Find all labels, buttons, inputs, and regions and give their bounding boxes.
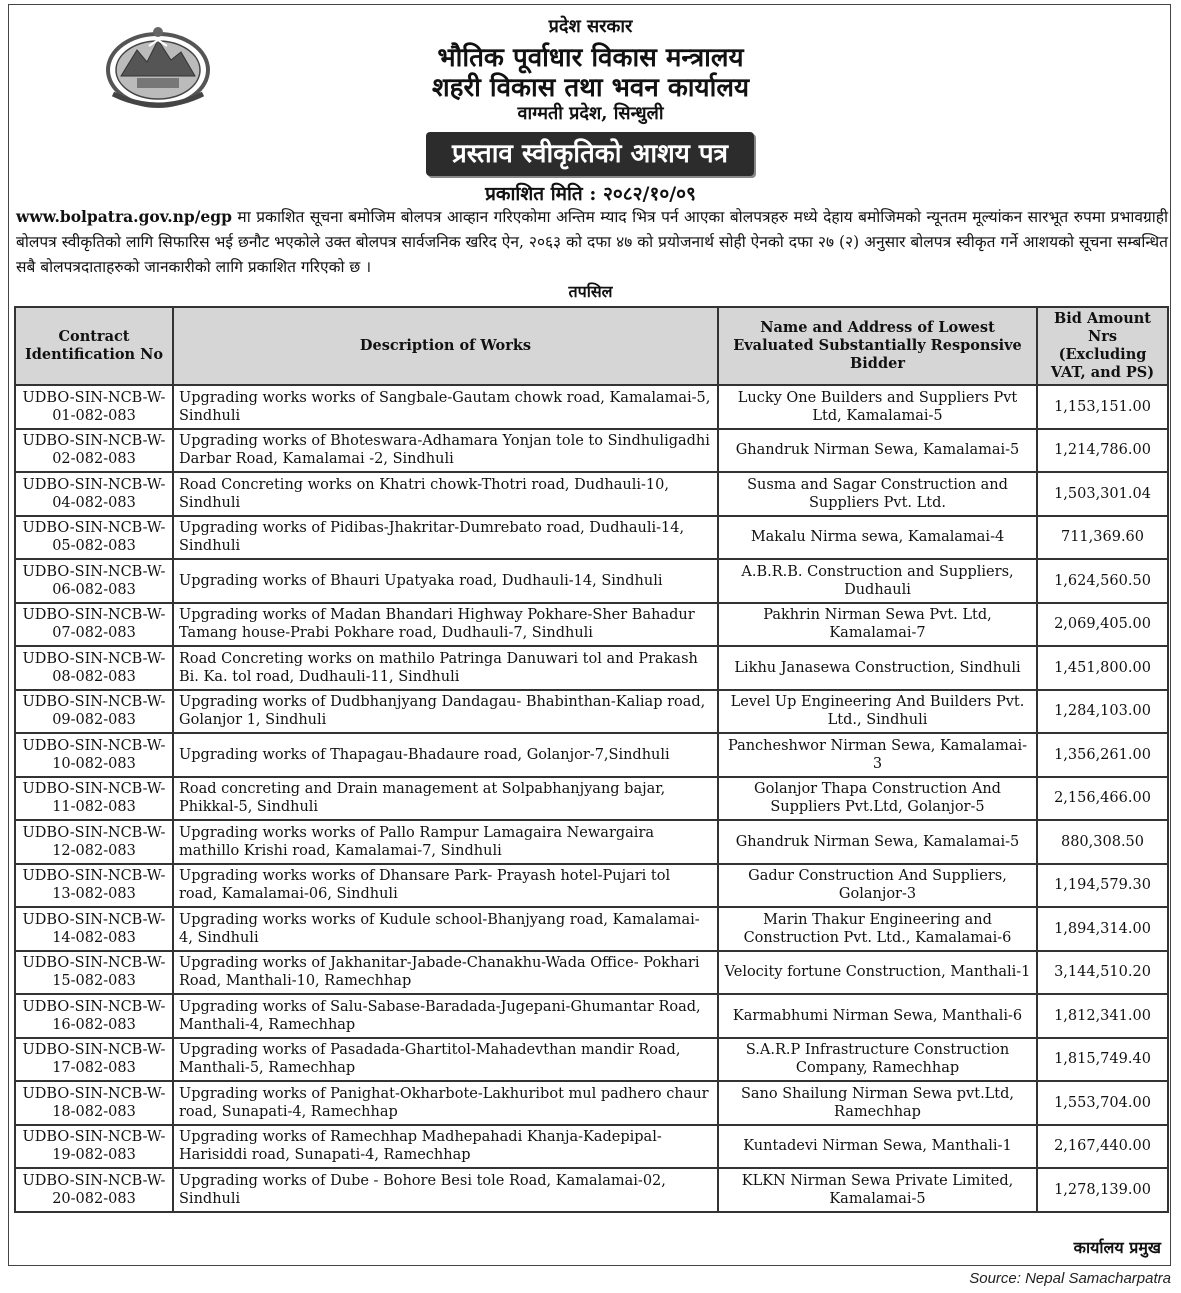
table-row [15,646,1168,690]
work-description: Upgrading works of Panighat-Okharbote-Lakhuribot mul padhero chaur road, Sunapati-4, Ramechhap [173,1081,718,1125]
office-location: वाग्मती प्रदेश, सिन्धुली [517,103,664,124]
bidder-name: Lucky One Builders and Suppliers Pvt Ltd, Kamalamai-5 [718,385,1037,429]
work-description: Upgrading works works of Sangbale-Gautam chowk road, Kamalamai-5, Sindhuli [173,385,718,429]
table-row [15,951,1168,995]
bidder-name: Pancheshwor Nirman Sewa, Kamalamai-3 [718,733,1037,777]
table-row [15,907,1168,951]
contract-id: UDBO-SIN-NCB-W-14-082-083 [15,907,173,951]
contract-id: UDBO-SIN-NCB-W-09-082-083 [15,690,173,734]
work-description: Road concreting and Drain management at Solpabhanjyang bajar, Phikkal-5, Sindhuli [173,777,718,821]
bidder-name: Ghandruk Nirman Sewa, Kamalamai-5 [718,820,1037,864]
table-row [15,864,1168,908]
bid-amount: 2,069,405.00 [1037,603,1168,647]
bid-amount: 2,167,440.00 [1037,1125,1168,1169]
work-description: Upgrading works of Thapagau-Bhadaure road, Golanjor-7,Sindhuli [173,733,718,777]
work-description: Upgrading works of Bhoteswara-Adhamara Yonjan tole to Sindhuligadhi Darbar Road, Kamalamai -2, Sindhuli [173,429,718,473]
work-description: Upgrading works of Pasadada-Ghartitol-Mahadevthan mandir Road, Manthali-5, Ramechhap [173,1038,718,1082]
work-description: Upgrading works of Ramechhap Madhepahadi Khanja-Kadepipal-Harisiddi road, Sunapati-4, Ramechhap [173,1125,718,1169]
contract-table [14,306,1169,1213]
table-row [15,690,1168,734]
contract-id: UDBO-SIN-NCB-W-06-082-083 [15,559,173,603]
work-description: Upgrading works works of Dhansare Park- Prayash hotel-Pujari tol road, Kamalamai-06, Sindhuli [173,864,718,908]
table-row [15,429,1168,473]
bidder-name: Karmabhumi Nirman Sewa, Manthali-6 [718,994,1037,1038]
bid-amount: 1,894,314.00 [1037,907,1168,951]
bid-amount: 1,284,103.00 [1037,690,1168,734]
work-description: Upgrading works of Dube - Bohore Besi tole Road, Kamalamai-02, Sindhuli [173,1168,718,1212]
table-row [15,1125,1168,1169]
table-row [15,516,1168,560]
work-description: Upgrading works of Bhauri Upatyaka road, Dudhauli-14, Sindhuli [173,559,718,603]
contract-id: UDBO-SIN-NCB-W-02-082-083 [15,429,173,473]
contract-id: UDBO-SIN-NCB-W-11-082-083 [15,777,173,821]
bidder-name: Susma and Sagar Construction and Suppliers Pvt. Ltd. [718,472,1037,516]
contract-id: UDBO-SIN-NCB-W-08-082-083 [15,646,173,690]
details-heading: तपसिल [568,282,613,301]
contract-id: UDBO-SIN-NCB-W-13-082-083 [15,864,173,908]
work-description: Road Concreting works on mathilo Patringa Danuwari tol and Prakash Bi. Ka. tol road, Dudhauli-11, Sindhuli [173,646,718,690]
contract-id: UDBO-SIN-NCB-W-05-082-083 [15,516,173,560]
bid-amount: 1,153,151.00 [1037,385,1168,429]
bid-amount: 1,356,261.00 [1037,733,1168,777]
work-description: Upgrading works of Salu-Sabase-Baradada-Jugepani-Ghumantar Road, Manthali-4, Ramechhap [173,994,718,1038]
bid-amount: 2,156,466.00 [1037,777,1168,821]
work-description: Upgrading works of Dudbhanjyang Dandagau- Bhabinthan-Kaliap road, Golanjor 1, Sindhuli [173,690,718,734]
bid-amount: 1,194,579.30 [1037,864,1168,908]
table-row [15,733,1168,777]
header-contract-id: Contract Identification No [15,307,173,385]
bid-amount: 1,553,704.00 [1037,1081,1168,1125]
contract-id: UDBO-SIN-NCB-W-04-082-083 [15,472,173,516]
table-row [15,1081,1168,1125]
bid-amount: 880,308.50 [1037,820,1168,864]
header-description: Description of Works [173,307,718,385]
office-chief-signature: कार्यालय प्रमुख [1073,1238,1161,1257]
government-label: प्रदेश सरकार [548,16,633,37]
work-description: Road Concreting works on Khatri chowk-Thotri road, Dudhauli-10, Sindhuli [173,472,718,516]
bidder-name: A.B.R.B. Construction and Suppliers, Dudhauli [718,559,1037,603]
work-description: Upgrading works of Pidibas-Jhakritar-Dumrebato road, Dudhauli-14, Sindhuli [173,516,718,560]
table-row [15,472,1168,516]
bid-amount: 1,278,139.00 [1037,1168,1168,1212]
table-row [15,994,1168,1038]
bid-amount: 1,503,301.04 [1037,472,1168,516]
work-description: Upgrading works works of Kudule school-Bhanjyang road, Kamalamai-4, Sindhuli [173,907,718,951]
table-header-row [15,307,1168,385]
source-credit: Source: Nepal Samacharpatra [969,1270,1171,1287]
contract-id: UDBO-SIN-NCB-W-01-082-083 [15,385,173,429]
table-row [15,603,1168,647]
notice-title-banner: प्रस्ताव स्वीकृतिको आशय पत्र [426,132,754,176]
table-row [15,1038,1168,1082]
contract-id: UDBO-SIN-NCB-W-17-082-083 [15,1038,173,1082]
bid-amount: 1,815,749.40 [1037,1038,1168,1082]
bid-amount: 1,624,560.50 [1037,559,1168,603]
contract-id: UDBO-SIN-NCB-W-10-082-083 [15,733,173,777]
contract-id: UDBO-SIN-NCB-W-20-082-083 [15,1168,173,1212]
bid-amount: 1,451,800.00 [1037,646,1168,690]
table-row [15,1168,1168,1212]
bidder-name: Marin Thakur Engineering and Construction Pvt. Ltd., Kamalamai-6 [718,907,1037,951]
table-row [15,820,1168,864]
bidder-name: Pakhrin Nirman Sewa Pvt. Ltd, Kamalamai-7 [718,603,1037,647]
contract-id: UDBO-SIN-NCB-W-12-082-083 [15,820,173,864]
bidder-name: Gadur Construction And Suppliers, Golanjor-3 [718,864,1037,908]
bolpatra-url[interactable]: www.bolpatra.gov.np/egp [16,207,232,226]
bidder-name: KLKN Nirman Sewa Private Limited, Kamalamai-5 [718,1168,1037,1212]
bid-amount: 1,214,786.00 [1037,429,1168,473]
work-description: Upgrading works of Jakhanitar-Jabade-Chanakhu-Wada Office- Pokhari Road, Manthali-10, Ramechhap [173,951,718,995]
bidder-name: Sano Shailung Nirman Sewa pvt.Ltd, Ramechhap [718,1081,1037,1125]
notice-body: मा प्रकाशित सूचना बमोजिम बोलपत्र आव्हान गरिएकोमा अन्तिम म्याद भित्र पर्न आएका बोलपत्रहरु मध्ये देहाय बमोजिमको न्यूनतम मूल्यांकन सारभूत रुपमा प्रभावग्राही बोलपत्र स्वीकृतिको लागि सिफारिस भई छनौट भएकोले उक्त बोलपत्र सार्वजनिक खरिद ऐन, २०६३ को दफा ४७ को प्रयोजनार्थ सोही ऐनको दफा २७ (२) अनुसार बोलपत्र स्वीकृत गर्ने आशयको सूचना सम्बन्धित सबै बोलपत्रदाताहरुको जानकारीको लागि प्रकाशित गरिएको छ । [16,208,1168,276]
bid-amount: 3,144,510.20 [1037,951,1168,995]
table-row [15,777,1168,821]
bidder-name: Golanjor Thapa Construction And Suppliers Pvt.Ltd, Golanjor-5 [718,777,1037,821]
table-row [15,385,1168,429]
work-description: Upgrading works of Madan Bhandari Highway Pokhare-Sher Bahadur Tamang house-Prabi Pokhare road, Dudhauli-7, Sindhuli [173,603,718,647]
bidder-name: S.A.R.P Infrastructure Construction Company, Ramechhap [718,1038,1037,1082]
published-date: प्रकाशित मिति : २०८२/१०/०९ [485,183,696,205]
header-bidder: Name and Address of Lowest Evaluated Substantially Responsive Bidder [718,307,1037,385]
contract-id: UDBO-SIN-NCB-W-16-082-083 [15,994,173,1038]
contract-id: UDBO-SIN-NCB-W-19-082-083 [15,1125,173,1169]
bid-amount: 1,812,341.00 [1037,994,1168,1038]
bidder-name: Kuntadevi Nirman Sewa, Manthali-1 [718,1125,1037,1169]
notice-paragraph [16,204,1168,280]
bid-amount: 711,369.60 [1037,516,1168,560]
header-bid-amount: Bid Amount Nrs (Excluding VAT, and PS) [1037,307,1168,385]
bidder-name: Level Up Engineering And Builders Pvt. Ltd., Sindhuli [718,690,1037,734]
bidder-name: Likhu Janasewa Construction, Sindhuli [718,646,1037,690]
table-row [15,559,1168,603]
bidder-name: Velocity fortune Construction, Manthali-1 [718,951,1037,995]
bidder-name: Makalu Nirma sewa, Kamalamai-4 [718,516,1037,560]
bidder-name: Ghandruk Nirman Sewa, Kamalamai-5 [718,429,1037,473]
contract-id: UDBO-SIN-NCB-W-18-082-083 [15,1081,173,1125]
work-description: Upgrading works works of Pallo Rampur Lamagaira Newargaira mathillo Krishi road, Kamalamai-7, Sindhuli [173,820,718,864]
contract-id: UDBO-SIN-NCB-W-15-082-083 [15,951,173,995]
office-name: शहरी विकास तथा भवन कार्यालय [431,73,750,103]
ministry-name: भौतिक पूर्वाधार विकास मन्त्रालय [437,43,744,73]
contract-id: UDBO-SIN-NCB-W-07-082-083 [15,603,173,647]
